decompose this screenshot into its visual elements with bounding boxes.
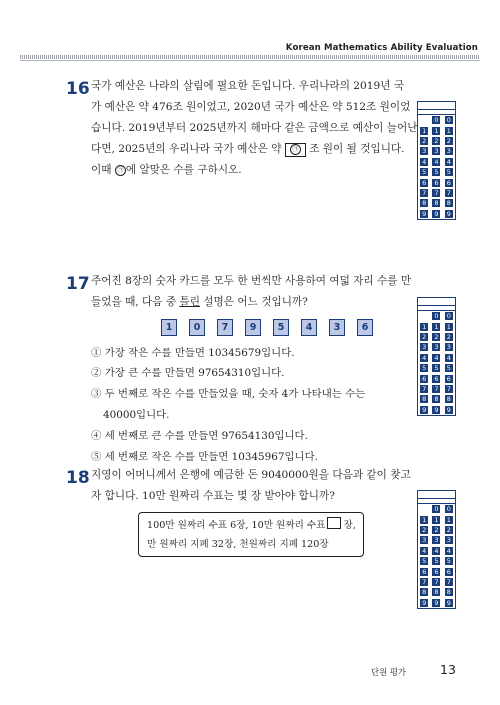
omr-bubble[interactable]: 3 — [446, 536, 451, 545]
omr-bubble[interactable]: 2 — [422, 332, 427, 341]
page-number: 13 — [440, 662, 456, 677]
omr-bubble[interactable]: 7 — [434, 384, 439, 393]
omr-bubble[interactable]: 9 — [446, 209, 451, 218]
omr-bubble[interactable]: 0 — [434, 505, 439, 514]
omr-bubble[interactable]: 8 — [422, 199, 427, 208]
omr-bubble[interactable]: 5 — [422, 557, 427, 566]
number-card: 3 — [329, 319, 345, 336]
omr-bubble[interactable]: 2 — [434, 136, 439, 145]
q18-line-2: 자 합니다. 10만 원짜리 수표는 몇 장 받아야 합니까? — [91, 490, 335, 502]
q16-line-3: 습니다. 2019년부터 2025년까지 해마다 같은 금액으로 예산이 늘어난 — [91, 122, 418, 134]
omr-bubble[interactable]: 5 — [434, 557, 439, 566]
omr-bubble[interactable]: 1 — [434, 126, 439, 135]
omr-bubble[interactable]: 3 — [422, 343, 427, 352]
omr-bubble — [420, 505, 428, 513]
omr-bubble[interactable]: 6 — [422, 567, 427, 576]
number-card: 5 — [273, 319, 289, 336]
omr-bubble[interactable]: 9 — [434, 405, 439, 414]
omr-bubble[interactable]: 8 — [434, 395, 439, 404]
omr-bubble[interactable]: 0 — [434, 116, 439, 125]
q17-line-1: 주어진 8장의 숫자 카드를 모두 한 번씩만 사용하여 여덟 자리 수를 만 — [91, 275, 412, 287]
omr-bubble[interactable]: 3 — [434, 536, 439, 545]
q16-line-5: 이때 ㉠ 에 알맞은 수를 구하시오. — [91, 164, 242, 176]
q18-line-1: 지영이 어머니께서 은행에 예금한 돈 9040000원을 다음과 같이 찾고 — [91, 469, 411, 481]
omr-bubble[interactable]: 6 — [446, 178, 451, 187]
option-4[interactable]: ④ 세 번째로 큰 수를 만들면 97654130입니다. — [91, 430, 308, 442]
omr-bubble[interactable]: 8 — [434, 199, 439, 208]
header-title: Korean Mathematics Ability Evaluation — [285, 43, 478, 53]
question-18-text — [91, 465, 411, 507]
option-1[interactable]: ① 가장 작은 수를 만들면 10345679입니다. — [91, 347, 295, 359]
omr-bubble[interactable]: 1 — [434, 322, 439, 331]
number-card: 1 — [161, 319, 177, 336]
omr-bubble[interactable]: 9 — [434, 209, 439, 218]
omr-answer-grid-18[interactable] — [417, 490, 456, 609]
header-rule — [20, 55, 480, 59]
omr-bubble[interactable]: 4 — [446, 157, 451, 166]
number-card: 0 — [189, 319, 205, 336]
header-rule-thin — [20, 60, 480, 61]
omr-bubble[interactable]: 7 — [446, 384, 451, 393]
omr-bubble[interactable]: 6 — [434, 567, 439, 576]
omr-bubble[interactable]: 2 — [446, 525, 451, 534]
omr-bubble[interactable]: 9 — [422, 209, 427, 218]
omr-bubble[interactable]: 4 — [422, 353, 427, 362]
omr-bubble[interactable]: 1 — [446, 322, 451, 331]
omr-bubble[interactable]: 6 — [422, 178, 427, 187]
omr-bubble[interactable]: 0 — [434, 312, 439, 321]
blank-square — [327, 517, 341, 529]
footer-section-label: 단원 평가 — [371, 667, 407, 677]
omr-bubble[interactable]: 0 — [446, 116, 451, 125]
omr-answer-grid-16[interactable] — [417, 101, 456, 220]
omr-bubble[interactable]: 7 — [422, 384, 427, 393]
number-cards — [161, 319, 373, 336]
omr-bubble[interactable]: 5 — [434, 364, 439, 373]
omr-bubble[interactable]: 6 — [446, 567, 451, 576]
omr-bubble[interactable]: 3 — [422, 536, 427, 545]
omr-bubble[interactable]: 1 — [422, 322, 427, 331]
number-card: 7 — [217, 319, 233, 336]
omr-bubble — [420, 312, 428, 320]
omr-bubble[interactable]: 6 — [434, 374, 439, 383]
question-17-number: 17 — [66, 274, 90, 294]
omr-bubble[interactable]: 7 — [434, 188, 439, 197]
omr-bubble — [420, 116, 428, 124]
omr-bubble[interactable]: 5 — [446, 557, 451, 566]
omr-bubble[interactable]: 6 — [422, 374, 427, 383]
omr-bubble[interactable]: 5 — [422, 364, 427, 373]
omr-bubble[interactable]: 8 — [434, 588, 439, 597]
option-3-continued: 40000입니다. — [103, 409, 170, 421]
omr-bubble[interactable]: 5 — [422, 168, 427, 177]
omr-bubble[interactable]: 7 — [446, 577, 451, 586]
omr-bubble[interactable]: 8 — [422, 395, 427, 404]
q16-line-4: 다면, 2025년의 우리나라 국가 예산은 약 ㉠ 조 원이 될 것입니다. — [91, 143, 405, 155]
omr-bubble[interactable]: 3 — [434, 147, 439, 156]
omr-bubble[interactable]: 4 — [446, 353, 451, 362]
omr-bubble[interactable]: 7 — [422, 577, 427, 586]
omr-bubble[interactable]: 4 — [446, 546, 451, 555]
omr-bubble[interactable]: 9 — [422, 405, 427, 414]
option-2[interactable]: ② 가장 큰 수를 만들면 97654310입니다. — [91, 367, 285, 379]
omr-bubble[interactable]: 3 — [422, 147, 427, 156]
omr-answer-grid-17[interactable] — [417, 297, 456, 416]
omr-bubble[interactable]: 9 — [422, 598, 427, 607]
omr-bubble[interactable]: 4 — [422, 157, 427, 166]
answer-blank-box: ㉠ — [285, 143, 306, 157]
omr-bubble[interactable]: 5 — [446, 168, 451, 177]
omr-bubble[interactable]: 2 — [446, 332, 451, 341]
omr-bubble[interactable]: 4 — [434, 157, 439, 166]
question-18-number: 18 — [66, 468, 90, 488]
omr-bubble[interactable]: 1 — [422, 515, 427, 524]
omr-bubble[interactable]: 1 — [422, 126, 427, 135]
question-16-text — [91, 76, 417, 181]
number-card: 9 — [245, 319, 261, 336]
question-17-text — [91, 271, 411, 313]
omr-bubble[interactable]: 0 — [446, 312, 451, 321]
omr-bubble[interactable]: 0 — [446, 505, 451, 514]
omr-bubble[interactable]: 8 — [446, 199, 451, 208]
omr-bubble[interactable]: 5 — [446, 364, 451, 373]
omr-bubble[interactable]: 3 — [434, 343, 439, 352]
number-card: 4 — [301, 319, 317, 336]
omr-bubble[interactable]: 4 — [422, 546, 427, 555]
q16-line-2: 가 예산은 약 476조 원이었고, 2020년 국가 예산은 약 512조 원이었 — [91, 101, 411, 113]
number-card: 6 — [357, 319, 373, 336]
omr-bubble[interactable]: 8 — [422, 588, 427, 597]
q18-condition-box: 100만 원짜리 수표 6장, 10만 원짜리 수표 장, 만 원짜리 지폐 32장, 천원짜리 지폐 120장 — [138, 512, 364, 557]
omr-bubble[interactable]: 7 — [434, 577, 439, 586]
omr-bubble[interactable]: 8 — [446, 395, 451, 404]
omr-bubble[interactable]: 1 — [446, 126, 451, 135]
omr-bubble[interactable]: 2 — [422, 525, 427, 534]
omr-bubble[interactable]: 2 — [422, 136, 427, 145]
omr-bubble[interactable]: 9 — [434, 598, 439, 607]
omr-bubble[interactable]: 8 — [446, 588, 451, 597]
omr-bubble[interactable]: 9 — [446, 598, 451, 607]
omr-bubble[interactable]: 4 — [434, 353, 439, 362]
omr-bubble[interactable]: 2 — [446, 136, 451, 145]
omr-bubble[interactable]: 1 — [434, 515, 439, 524]
question-16-number: 16 — [66, 79, 90, 99]
omr-bubble[interactable]: 6 — [434, 178, 439, 187]
omr-bubble[interactable]: 9 — [446, 405, 451, 414]
q16-line-1: 국가 예산은 나라의 살림에 필요한 돈입니다. 우리나라의 2019년 국 — [91, 80, 405, 92]
option-3[interactable]: ③ 두 번째로 작은 수를 만들었을 때, 숫자 4가 나타내는 수는 — [91, 388, 366, 400]
omr-bubble[interactable]: 2 — [434, 332, 439, 341]
option-5[interactable]: ⑤ 세 번째로 작은 수를 만들면 10345967입니다. — [91, 451, 318, 463]
omr-bubble[interactable]: 3 — [446, 343, 451, 352]
omr-bubble[interactable]: 4 — [434, 546, 439, 555]
omr-bubble[interactable]: 7 — [422, 188, 427, 197]
omr-bubble[interactable]: 7 — [446, 188, 451, 197]
omr-bubble[interactable]: 3 — [446, 147, 451, 156]
omr-bubble[interactable]: 6 — [446, 374, 451, 383]
q17-line-2: 들었을 때, 다음 중 틀린 설명은 어느 것입니까? — [91, 296, 308, 308]
omr-bubble[interactable]: 2 — [434, 525, 439, 534]
omr-bubble[interactable]: 1 — [446, 515, 451, 524]
omr-bubble[interactable]: 5 — [434, 168, 439, 177]
